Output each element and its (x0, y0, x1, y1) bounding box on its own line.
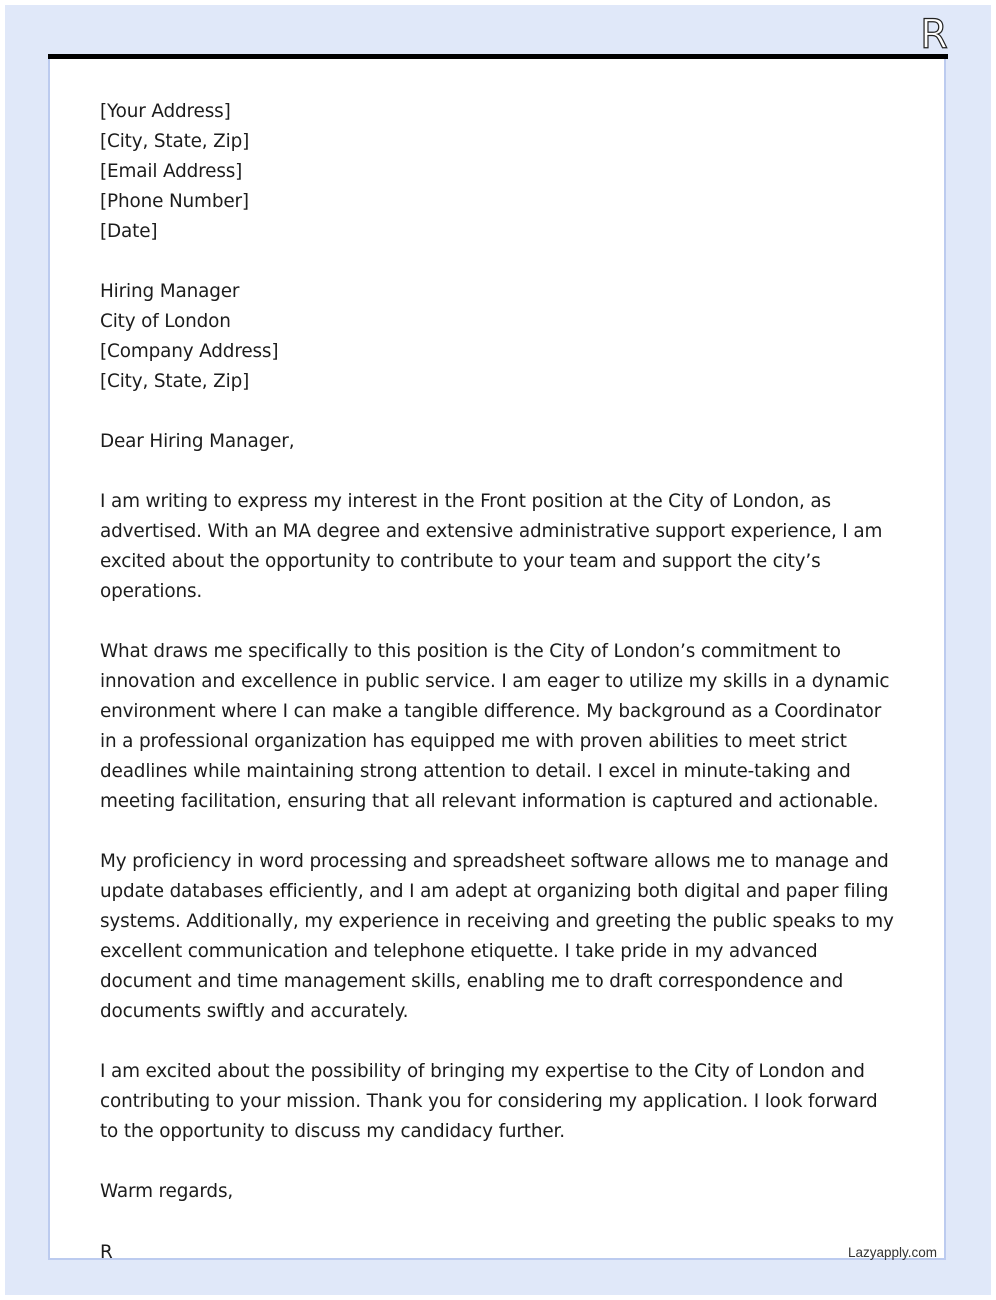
sender-address: [Your Address] (100, 101, 231, 122)
letter-date: [Date] (100, 221, 158, 242)
spacer (100, 1027, 900, 1057)
spacer (100, 1147, 900, 1177)
body-paragraph-4: I am excited about the possibility of bringing my expertise to the City of London and contributing to your mission. Thank you for considering my application. I look forward to the opportunity to discuss my candidacy further. (100, 1061, 878, 1142)
spacer (100, 457, 900, 487)
sender-email: [Email Address] (100, 161, 243, 182)
body-paragraph-2: What draws me specifically to this position is the City of London’s commitment to innovation and excellence in public service. I am eager to utilize my skills in a dynamic environment where I can make a tangible difference. My background as a Coordinator in a professional organization has equipped me with proven abilities to meet strict deadlines while maintaining strong attention to detail. I excel in minute-taking and meeting facilitation, ensuring that all relevant information is captured and actionable. (100, 641, 890, 812)
spacer (100, 247, 900, 277)
logo-letter: R (920, 14, 948, 54)
spacer (100, 817, 900, 847)
recipient-address: [Company Address] (100, 341, 279, 362)
recipient-title: Hiring Manager (100, 281, 240, 302)
recipient-city-state-zip: [City, State, Zip] (100, 371, 250, 392)
salutation: Dear Hiring Manager, (100, 431, 295, 452)
sender-city-state-zip: [City, State, Zip] (100, 131, 250, 152)
logo-r-icon (919, 14, 949, 54)
recipient-organization: City of London (100, 311, 231, 332)
spacer (100, 607, 900, 637)
cover-letter-body (100, 97, 900, 1207)
header-rule (48, 54, 948, 59)
sender-phone: [Phone Number] (100, 191, 249, 212)
spacer (100, 397, 900, 427)
closing: Warm regards, (100, 1181, 234, 1202)
footer-site-link[interactable]: Lazyapply.com (847, 1245, 937, 1260)
body-paragraph-3: My proficiency in word processing and spreadsheet software allows me to manage and update databases efficiently, and I am adept at organizing both digital and paper filing systems. Additionally, my experience in receiving and greeting the public speaks to my excellent communication and telephone etiquette. I take pride in my advanced document and time management skills, enabling me to draft correspondence and documents swiftly and accurately. (100, 851, 894, 1022)
signature: R (100, 1242, 113, 1263)
body-paragraph-1: I am writing to express my interest in the Front position at the City of London, as advertised. With an MA degree and extensive administrative support experience, I am excited about the opportunity to contribute to your team and support the city’s operations. (100, 491, 883, 602)
